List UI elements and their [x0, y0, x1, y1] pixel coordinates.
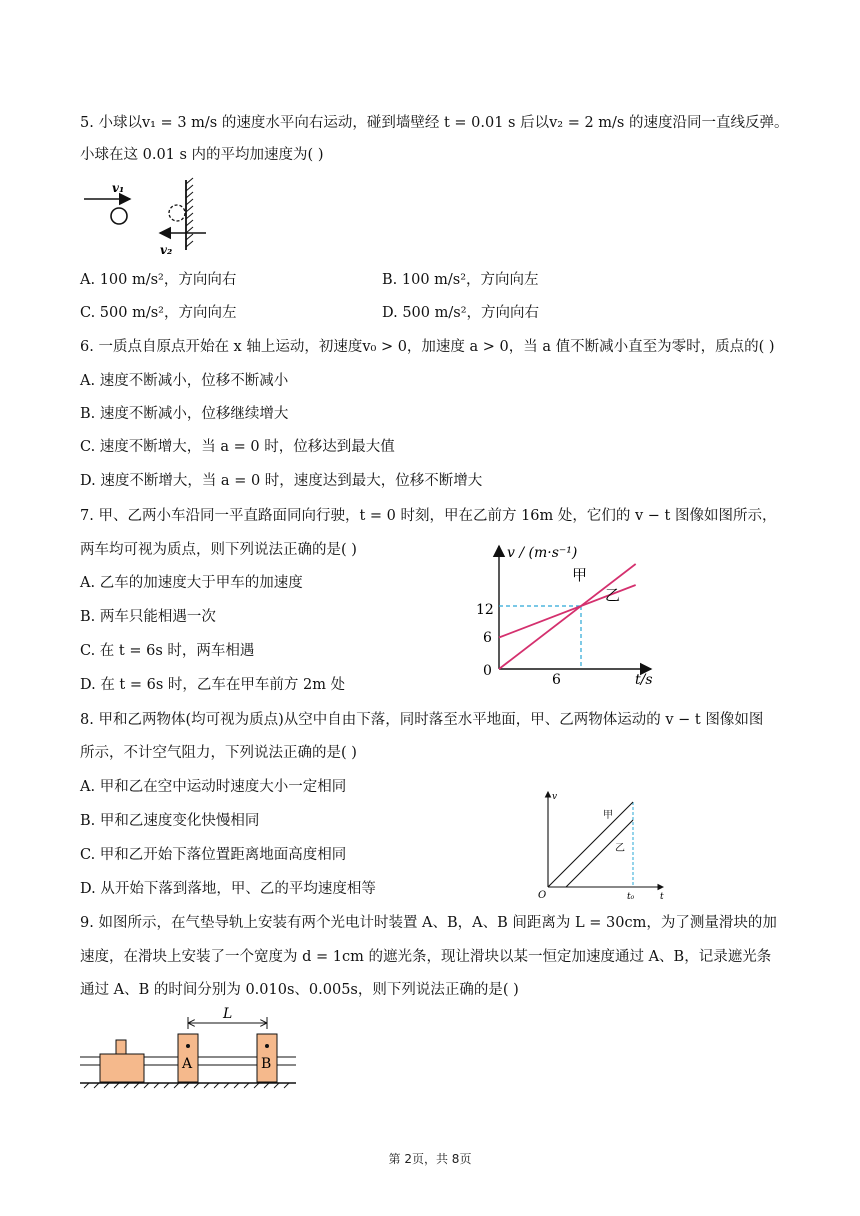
ball-solid — [111, 208, 127, 224]
q7-vt-chart — [475, 538, 655, 688]
q7-label-jia: 甲 — [572, 566, 588, 584]
q9-stem-line2: 速度，在滑块上安装了一个宽度为 d = 1cm 的遮光条，现让滑块以某一恒定加速度通过 A、B，记录遮光条 — [80, 949, 772, 965]
q5-stem-line1: 5. 小球以v₁ = 3 m/s 的速度水平向右运动，碰到墙壁经 t = 0.01 s 后以v₂ = 2 m/s 的速度沿同一直线反弹。 — [80, 115, 789, 131]
q8-y-label: v — [552, 792, 558, 802]
q7-x-tick-6: 6 — [552, 672, 561, 688]
q7-option-d: D. 在 t = 6s 时，乙车在甲车前方 2m 处 — [80, 677, 346, 693]
q5-option-c: C. 500 m/s²，方向向左 — [80, 305, 237, 321]
slider-block — [100, 1054, 144, 1082]
q8-option-a: A. 甲和乙在空中运动时速度大小一定相同 — [80, 779, 347, 795]
q8-label-yi: 乙 — [615, 843, 625, 854]
q7-stem-line2: 两车均可视为质点，则下列说法正确的是( ) — [80, 542, 357, 558]
gate-b-label: B — [261, 1056, 272, 1072]
q7-series-jia — [499, 564, 636, 669]
q6-option-d: D. 速度不断增大，当 a = 0 时，速度达到最大，位移不断增大 — [80, 473, 483, 489]
v1-label: v₁ — [112, 181, 125, 195]
dim-label-L: L — [223, 1006, 233, 1022]
q9-stem-line1: 9. 如图所示，在气垫导轨上安装有两个光电计时装置 A、B，A、B 间距离为 L = 30cm，为了测量滑块的加 — [80, 915, 777, 931]
q5-figure — [82, 178, 222, 258]
gate-b-dot — [265, 1044, 269, 1048]
q6-option-b: B. 速度不断减小，位移继续增大 — [80, 406, 289, 422]
shading-strip — [116, 1040, 126, 1054]
q8-option-c: C. 甲和乙开始下落位置距离地面高度相同 — [80, 847, 347, 863]
q8-label-jia: 甲 — [603, 810, 613, 821]
q7-stem-line1: 7. 甲、乙两小车沿同一平直路面同向行驶，t = 0 时刻，甲在乙前方 16m 处，它们的 v − t 图像如图所示， — [80, 508, 777, 524]
q8-origin-label: O — [538, 890, 547, 901]
wall-hatch — [186, 178, 193, 247]
q5-option-d: D. 500 m/s²，方向向右 — [382, 305, 540, 321]
q8-stem-line2: 所示，不计空气阻力，下列说法正确的是( ) — [80, 745, 357, 761]
q6-stem-line1: 6. 一质点自原点开始在 x 轴上运动，初速度v₀ > 0，加速度 a > 0，当 a 值不断减小直至为零时，质点的( ) — [80, 339, 775, 355]
q7-y-tick-12: 12 — [476, 602, 494, 618]
page-footer: 第 2页，共 8页 — [388, 1152, 472, 1166]
q7-label-yi: 乙 — [605, 586, 621, 604]
q6-option-a: A. 速度不断减小，位移不断减小 — [80, 373, 289, 389]
q8-option-d: D. 从开始下落到落地，甲、乙的平均速度相等 — [80, 881, 376, 897]
q6-option-c: C. 速度不断增大，当 a = 0 时，位移达到最大值 — [80, 439, 395, 455]
ball-dashed — [169, 205, 185, 221]
q7-y-label: v / (m·s⁻¹) — [507, 545, 578, 561]
q7-option-b: B. 两车只能相遇一次 — [80, 609, 216, 625]
q8-stem-line1: 8. 甲和乙两物体(均可视为质点)从空中自由下落，同时落至水平地面，甲、乙两物体运动的 v − t 图像如图 — [80, 712, 764, 728]
q5-option-b: B. 100 m/s²，方向向左 — [382, 272, 539, 288]
gate-a-dot — [186, 1044, 190, 1048]
q8-x-label: t — [660, 892, 664, 902]
q8-vt-chart — [535, 788, 675, 903]
q8-x-tick-t0: t₀ — [627, 892, 635, 902]
q5-option-a: A. 100 m/s²，方向向右 — [80, 272, 237, 288]
q7-origin-label: 0 — [483, 663, 492, 679]
q7-x-label: t/s — [635, 672, 653, 688]
q8-option-b: B. 甲和乙速度变化快慢相同 — [80, 813, 260, 829]
q7-option-a: A. 乙车的加速度大于甲车的加速度 — [80, 575, 303, 591]
q7-option-c: C. 在 t = 6s 时，两车相遇 — [80, 643, 255, 659]
v2-label: v₂ — [160, 243, 173, 257]
q9-stem-line3: 通过 A、B 的时间分别为 0.010s、0.005s，则下列说法正确的是( ) — [80, 982, 519, 998]
q7-y-tick-6: 6 — [483, 630, 492, 646]
q9-air-track-figure — [78, 1005, 308, 1090]
gate-a-label: A — [182, 1056, 193, 1072]
q5-stem-line2: 小球在这 0.01 s 内的平均加速度为( ) — [80, 147, 324, 163]
